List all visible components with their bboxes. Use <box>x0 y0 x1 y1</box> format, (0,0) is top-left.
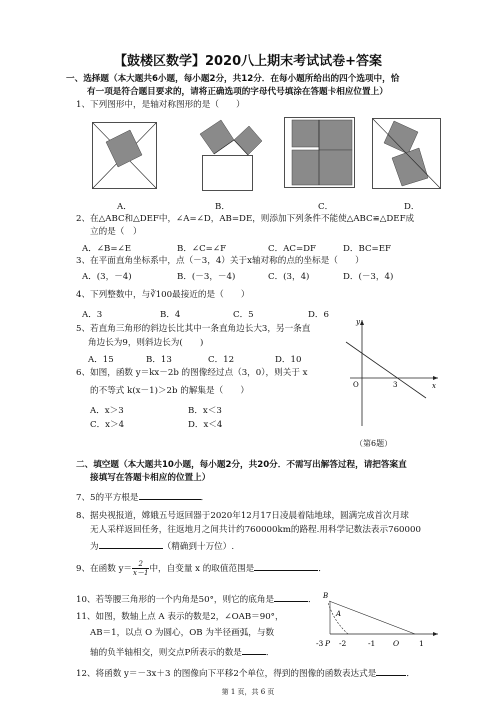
q3-option-b[interactable]: B．(－3，－4) <box>177 272 236 282</box>
q11-tick-m2: -2 <box>339 639 347 648</box>
q10-answer-blank[interactable] <box>274 592 308 602</box>
q12-answer-blank[interactable] <box>376 666 406 676</box>
q11-tick-m1: -1 <box>368 639 376 648</box>
q11-line1: 11、如图，数轴上点 A 表示的数是2，∠OAB＝90°， <box>76 612 284 622</box>
q11-arc <box>328 602 348 634</box>
q3-option-c[interactable]: C．(3，4) <box>268 272 310 282</box>
q6-y-label: y <box>356 318 360 326</box>
q4-stem: 4、下列整数中，与∛100最接近的是（ ） <box>76 290 250 300</box>
q3-stem: 3、在平面直角坐标系中，点（－3，4）关于x轴对称的点的坐标是（ ） <box>76 256 364 266</box>
q12-stem <box>76 666 415 680</box>
q1-figure-b <box>188 115 270 193</box>
q6-tick-label: 3 <box>393 381 398 389</box>
q11-label-b: B <box>323 592 329 600</box>
q12-text: 12、将函数 y＝－3x＋3 的图像向下平移2个单位，得到的图像的函数表达式是 <box>76 669 377 679</box>
q7-answer-blank[interactable] <box>139 490 201 500</box>
section2-heading: 二、填空题（本大题共10小题，每小题2分，共20分．不需写出解答过程，请把答案直 <box>76 460 407 470</box>
q1-option-c[interactable]: C． <box>318 202 334 212</box>
q2-option-b[interactable]: B．∠C=∠F <box>177 244 227 254</box>
q5-option-b[interactable]: B．13 <box>146 355 172 365</box>
q5-stem-cont: 角边长为9，则斜边长为( ) <box>88 338 204 348</box>
q4-option-b[interactable]: B．4 <box>160 310 181 320</box>
q2-option-c[interactable]: C．AC=DF <box>268 244 317 254</box>
q1-figure-a <box>92 122 157 189</box>
q6-x-label: x <box>432 382 436 390</box>
q2-option-a[interactable]: A．∠B=∠E <box>82 244 131 254</box>
q10-end: ． <box>308 595 317 605</box>
q6-option-b[interactable]: B．x＜3 <box>188 406 222 416</box>
q8-line2: 无人采样返回任务，往返地月之间共计约760000km的路程.用科学记数法表示760000 <box>90 525 421 535</box>
q9-denominator: x－1 <box>133 569 149 577</box>
q11-label-p: P <box>325 639 331 648</box>
q4-option-d[interactable]: D．6 <box>308 310 329 320</box>
q11-end: ． <box>265 648 275 658</box>
q2-option-d[interactable]: D．BC=EF <box>343 244 391 254</box>
q6-function-line <box>346 342 426 398</box>
q7-text: 7、5的平方根是 <box>76 493 139 503</box>
q11-text: 轴的负半轴相交，则交点P所表示的数是 <box>90 648 242 658</box>
q3-option-d[interactable]: D．(－3，4) <box>343 272 394 282</box>
q10-text: 10、若等腰三角形的一个内角是50°，则它的底角是 <box>76 595 275 605</box>
section1-heading-cont: 有一项是符合题目要求的，请将正确选项的字母代号填涂在答题卡相应位置上） <box>87 87 388 97</box>
q2-stem-cont: 立的是（ ） <box>90 227 142 237</box>
q6-origin-label: O <box>353 381 359 389</box>
q8-text-b: （精确到十万位）. <box>162 542 235 552</box>
q1-option-b[interactable]: B． <box>215 202 230 212</box>
q1-option-a[interactable]: A． <box>117 202 132 212</box>
q8-line3 <box>90 539 234 553</box>
q1-figure-c <box>284 117 356 189</box>
q7-end: ． <box>200 493 210 503</box>
q10-stem <box>76 592 317 606</box>
q11-segment-ob <box>329 601 415 634</box>
q9-text-a: 9、在函数 y＝ <box>76 564 133 574</box>
q11-label-o: O <box>393 639 400 648</box>
q5-stem: 5、若直角三角形的斜边长比其中一条直角边长大3，另一条直 <box>76 324 311 334</box>
q5-option-d[interactable]: D．10 <box>275 355 302 365</box>
q6-caption: （第6题） <box>355 439 393 448</box>
q1-figure-d <box>372 118 442 191</box>
q9-end: ． <box>318 564 327 574</box>
q9-text-b: 中，自变量 x 的取值范围是 <box>149 564 255 574</box>
q2-stem: 2、在△ABC和△DEF中，∠A=∠D，AB=DE，则添加下列条件不能使△ABC≌△DEF成 <box>76 214 415 224</box>
q8-line1: 8、据央视报道，嫦娥五号返回器于2020年12月17日凌晨着陆地球，圆满完成首次月球 <box>76 511 409 521</box>
q11-line2: AB＝1，以点 O 为圆心，OB 为半径画弧，与数 <box>90 628 275 638</box>
q4-option-a[interactable]: A．3 <box>82 310 103 320</box>
page-title: 【鼓楼区数学】2020八上期末考试试卷+答案 <box>113 54 383 69</box>
q1-option-d[interactable]: D． <box>404 202 420 212</box>
q11-tick-m3: -3 <box>316 639 324 648</box>
q12-end: ． <box>406 669 415 679</box>
q8-text-a: 为 <box>90 542 99 552</box>
page-footer: 第 1 页，共 6 页 <box>221 688 275 696</box>
q11-figure <box>316 586 440 662</box>
q6-option-a[interactable]: A．x＞3 <box>90 406 124 416</box>
q8-answer-blank[interactable] <box>99 539 163 549</box>
q4-option-c[interactable]: C．5 <box>233 310 254 320</box>
q6-stem-cont: 的不等式 k(x－1)＞2b 的解集是（ ） <box>90 386 249 396</box>
section1-heading: 一、选择题（本大题共6小题，每小题2分，共12分．在每小题所给出的四个选项中，恰 <box>66 74 400 84</box>
q9-fraction <box>132 560 149 577</box>
section2-heading-cont: 接填写在答题卡相应的位置上） <box>90 473 211 483</box>
q6-option-d[interactable]: D．x＜4 <box>188 420 223 430</box>
q6-option-c[interactable]: C．x＞4 <box>90 420 125 430</box>
q11-answer-blank[interactable] <box>242 645 266 655</box>
q1-stem: 1、下列图形中，是轴对称图形的是（ ） <box>76 100 245 110</box>
q11-line3 <box>90 645 275 659</box>
q11-label-a: A <box>336 610 342 618</box>
q9-numerator: 2 <box>132 560 149 569</box>
q6-stem: 6、如图，函数 y＝kx－2b 的图像经过点（3，0），则关于 x <box>76 368 308 378</box>
q7-stem <box>76 490 209 504</box>
q5-option-a[interactable]: A．15 <box>88 355 114 365</box>
q11-tick-1: 1 <box>419 639 424 648</box>
q3-option-a[interactable]: A．(3，－4) <box>82 272 132 282</box>
q5-option-c[interactable]: C．12 <box>208 355 235 365</box>
q9-stem <box>76 558 327 580</box>
q6-figure <box>340 316 440 431</box>
q9-answer-blank[interactable] <box>254 561 318 571</box>
